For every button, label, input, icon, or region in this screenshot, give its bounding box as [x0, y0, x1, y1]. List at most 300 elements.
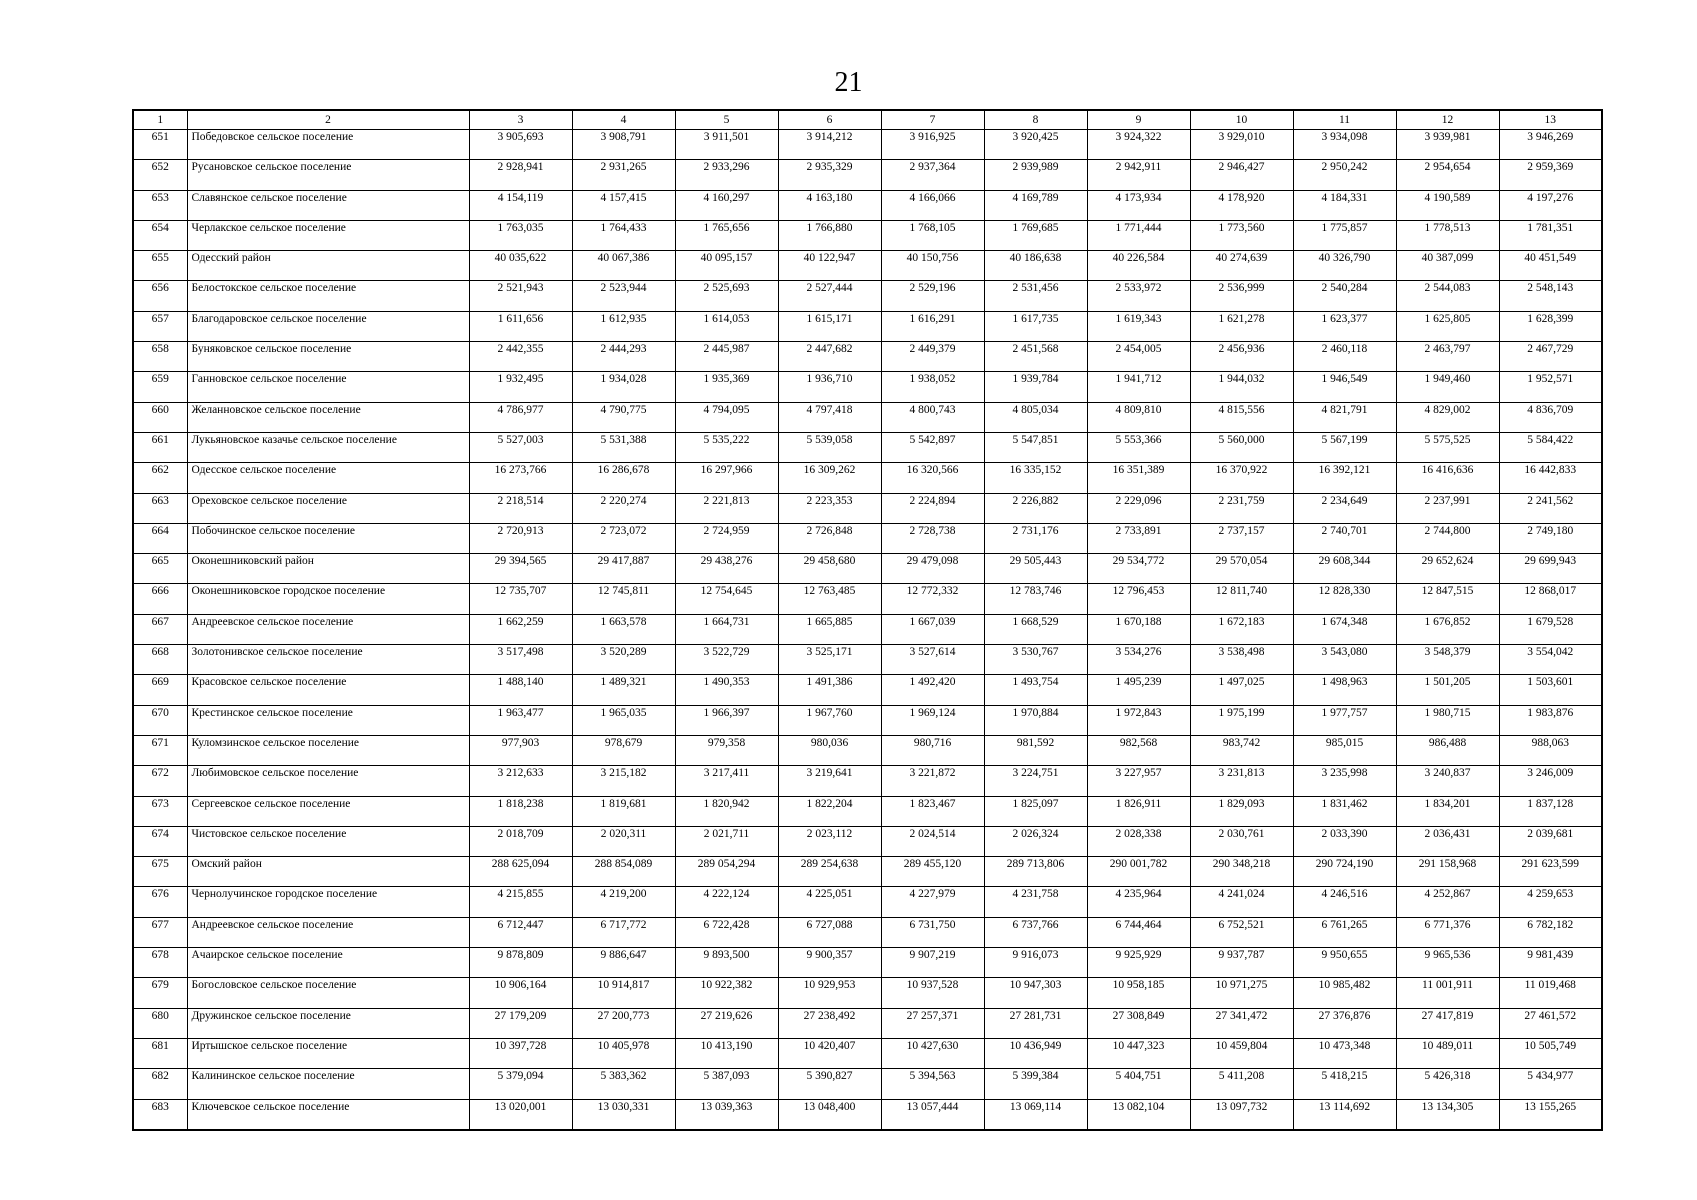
value-cell: 1 946,549 [1293, 372, 1396, 402]
value-cell: 40 387,099 [1396, 251, 1499, 281]
name-cell: Иртышское сельское поселение [187, 1038, 469, 1068]
table-body [133, 130, 1602, 1130]
value-cell: 1 667,039 [881, 614, 984, 644]
value-cell: 13 069,114 [984, 1099, 1087, 1130]
value-cell: 5 387,093 [675, 1069, 778, 1099]
value-cell: 5 418,215 [1293, 1069, 1396, 1099]
value-cell: 29 458,680 [778, 554, 881, 584]
value-cell: 4 184,331 [1293, 190, 1396, 220]
value-cell: 2 463,797 [1396, 342, 1499, 372]
value-cell: 16 320,566 [881, 463, 984, 493]
value-cell: 2 733,891 [1087, 523, 1190, 553]
table-row [133, 130, 1602, 160]
value-cell: 4 241,024 [1190, 887, 1293, 917]
value-cell: 1 493,754 [984, 675, 1087, 705]
value-cell: 1 834,201 [1396, 796, 1499, 826]
value-cell: 3 517,498 [469, 645, 572, 675]
value-cell: 2 442,355 [469, 342, 572, 372]
value-cell: 29 438,276 [675, 554, 778, 584]
value-cell: 9 907,219 [881, 948, 984, 978]
row-number-cell: 681 [133, 1038, 187, 1068]
value-cell: 5 567,199 [1293, 432, 1396, 462]
value-cell: 29 699,943 [1499, 554, 1602, 584]
name-cell: Золотонивское сельское поселение [187, 645, 469, 675]
value-cell: 2 544,083 [1396, 281, 1499, 311]
value-cell: 4 821,791 [1293, 402, 1396, 432]
value-cell: 3 914,212 [778, 130, 881, 160]
row-number-cell: 665 [133, 554, 187, 584]
row-number-cell: 666 [133, 584, 187, 614]
value-cell: 13 155,265 [1499, 1099, 1602, 1130]
value-cell: 10 436,949 [984, 1038, 1087, 1068]
value-cell: 10 459,804 [1190, 1038, 1293, 1068]
value-cell: 1 768,105 [881, 220, 984, 250]
table-row [133, 857, 1602, 887]
value-cell: 40 451,549 [1499, 251, 1602, 281]
value-cell: 1 664,731 [675, 614, 778, 644]
value-cell: 40 095,157 [675, 251, 778, 281]
value-cell: 2 525,693 [675, 281, 778, 311]
value-cell: 1 763,035 [469, 220, 572, 250]
name-cell: Куломзинское сельское поселение [187, 735, 469, 765]
value-cell: 4 173,934 [1087, 190, 1190, 220]
value-cell: 1 939,784 [984, 372, 1087, 402]
value-cell: 1 983,876 [1499, 705, 1602, 735]
value-cell: 27 238,492 [778, 1008, 881, 1038]
value-cell: 5 584,422 [1499, 432, 1602, 462]
value-cell: 288 854,089 [572, 857, 675, 887]
value-cell: 3 939,981 [1396, 130, 1499, 160]
value-cell: 4 163,180 [778, 190, 881, 220]
value-cell: 1 628,399 [1499, 311, 1602, 341]
value-cell: 3 215,182 [572, 766, 675, 796]
table-row [133, 523, 1602, 553]
value-cell: 1 818,238 [469, 796, 572, 826]
value-cell: 4 222,124 [675, 887, 778, 917]
value-cell: 27 200,773 [572, 1008, 675, 1038]
value-cell: 4 790,775 [572, 402, 675, 432]
value-cell: 16 416,636 [1396, 463, 1499, 493]
value-cell: 2 720,913 [469, 523, 572, 553]
value-cell: 1 778,513 [1396, 220, 1499, 250]
value-cell: 2 028,338 [1087, 826, 1190, 856]
value-cell: 1 980,715 [1396, 705, 1499, 735]
value-cell: 1 617,735 [984, 311, 1087, 341]
value-cell: 27 461,572 [1499, 1008, 1602, 1038]
value-cell: 10 405,978 [572, 1038, 675, 1068]
name-cell: Чернолучинское городское поселение [187, 887, 469, 917]
table-row [133, 614, 1602, 644]
value-cell: 13 057,444 [881, 1099, 984, 1130]
table-row [133, 766, 1602, 796]
name-cell: Ачаирское сельское поселение [187, 948, 469, 978]
value-cell: 2 937,364 [881, 160, 984, 190]
value-cell: 10 505,749 [1499, 1038, 1602, 1068]
value-cell: 1 949,460 [1396, 372, 1499, 402]
value-cell: 5 434,977 [1499, 1069, 1602, 1099]
value-cell: 3 246,009 [1499, 766, 1602, 796]
table-row [133, 584, 1602, 614]
row-number-cell: 656 [133, 281, 187, 311]
name-cell: Ганновское сельское поселение [187, 372, 469, 402]
value-cell: 1 670,188 [1087, 614, 1190, 644]
value-cell: 1 944,032 [1190, 372, 1293, 402]
value-cell: 2 529,196 [881, 281, 984, 311]
table-row [133, 796, 1602, 826]
value-cell: 2 241,562 [1499, 493, 1602, 523]
value-cell: 4 797,418 [778, 402, 881, 432]
value-cell: 3 929,010 [1190, 130, 1293, 160]
value-cell: 1 771,444 [1087, 220, 1190, 250]
value-cell: 13 030,331 [572, 1099, 675, 1130]
value-cell: 1 781,351 [1499, 220, 1602, 250]
value-cell: 1 952,571 [1499, 372, 1602, 402]
value-cell: 27 281,731 [984, 1008, 1087, 1038]
value-cell: 1 665,885 [778, 614, 881, 644]
value-cell: 1 963,477 [469, 705, 572, 735]
row-number-cell: 674 [133, 826, 187, 856]
value-cell: 2 467,729 [1499, 342, 1602, 372]
value-cell: 4 169,789 [984, 190, 1087, 220]
value-cell: 4 160,297 [675, 190, 778, 220]
value-cell: 4 829,002 [1396, 402, 1499, 432]
column-header: 7 [881, 110, 984, 130]
row-number-cell: 655 [133, 251, 187, 281]
value-cell: 2 939,989 [984, 160, 1087, 190]
value-cell: 2 521,943 [469, 281, 572, 311]
name-cell: Ключевское сельское поселение [187, 1099, 469, 1130]
value-cell: 1 775,857 [1293, 220, 1396, 250]
value-cell: 2 531,456 [984, 281, 1087, 311]
row-number-cell: 660 [133, 402, 187, 432]
table-row [133, 675, 1602, 705]
value-cell: 10 929,953 [778, 978, 881, 1008]
value-cell: 1 819,681 [572, 796, 675, 826]
value-cell: 3 543,080 [1293, 645, 1396, 675]
value-cell: 5 539,058 [778, 432, 881, 462]
value-cell: 10 922,382 [675, 978, 778, 1008]
value-cell: 40 122,947 [778, 251, 881, 281]
table-row [133, 463, 1602, 493]
value-cell: 3 525,171 [778, 645, 881, 675]
value-cell: 5 411,208 [1190, 1069, 1293, 1099]
row-number-cell: 676 [133, 887, 187, 917]
value-cell: 12 828,330 [1293, 584, 1396, 614]
row-number-cell: 670 [133, 705, 187, 735]
value-cell: 10 914,817 [572, 978, 675, 1008]
value-cell: 3 538,498 [1190, 645, 1293, 675]
value-cell: 2 749,180 [1499, 523, 1602, 553]
value-cell: 289 713,806 [984, 857, 1087, 887]
value-cell: 1 966,397 [675, 705, 778, 735]
value-cell: 40 035,622 [469, 251, 572, 281]
value-cell: 1 619,343 [1087, 311, 1190, 341]
row-number-cell: 654 [133, 220, 187, 250]
value-cell: 290 348,218 [1190, 857, 1293, 887]
value-cell: 1 829,093 [1190, 796, 1293, 826]
value-cell: 2 724,959 [675, 523, 778, 553]
value-cell: 10 447,323 [1087, 1038, 1190, 1068]
value-cell: 1 932,495 [469, 372, 572, 402]
value-cell: 4 197,276 [1499, 190, 1602, 220]
value-cell: 10 971,275 [1190, 978, 1293, 1008]
value-cell: 2 527,444 [778, 281, 881, 311]
value-cell: 13 082,104 [1087, 1099, 1190, 1130]
value-cell: 6 771,376 [1396, 917, 1499, 947]
row-number-cell: 673 [133, 796, 187, 826]
value-cell: 2 728,738 [881, 523, 984, 553]
value-cell: 10 473,348 [1293, 1038, 1396, 1068]
column-header: 8 [984, 110, 1087, 130]
value-cell: 290 001,782 [1087, 857, 1190, 887]
value-cell: 2 234,649 [1293, 493, 1396, 523]
name-cell: Андреевское сельское поселение [187, 917, 469, 947]
value-cell: 16 286,678 [572, 463, 675, 493]
value-cell: 4 246,516 [1293, 887, 1396, 917]
value-cell: 13 048,400 [778, 1099, 881, 1130]
value-cell: 2 454,005 [1087, 342, 1190, 372]
name-cell: Оконешниковское городское поселение [187, 584, 469, 614]
table-row [133, 917, 1602, 947]
value-cell: 13 039,363 [675, 1099, 778, 1130]
table-row [133, 735, 1602, 765]
value-cell: 16 273,766 [469, 463, 572, 493]
value-cell: 982,568 [1087, 735, 1190, 765]
row-number-cell: 653 [133, 190, 187, 220]
value-cell: 2 740,701 [1293, 523, 1396, 553]
row-number-cell: 669 [133, 675, 187, 705]
value-cell: 2 020,311 [572, 826, 675, 856]
value-cell: 2 540,284 [1293, 281, 1396, 311]
value-cell: 2 954,654 [1396, 160, 1499, 190]
value-cell: 16 335,152 [984, 463, 1087, 493]
value-cell: 12 763,485 [778, 584, 881, 614]
value-cell: 1 822,204 [778, 796, 881, 826]
value-cell: 2 950,242 [1293, 160, 1396, 190]
value-cell: 3 520,289 [572, 645, 675, 675]
value-cell: 2 036,431 [1396, 826, 1499, 856]
value-cell: 1 615,171 [778, 311, 881, 341]
value-cell: 13 134,305 [1396, 1099, 1499, 1130]
value-cell: 1 503,601 [1499, 675, 1602, 705]
value-cell: 3 221,872 [881, 766, 984, 796]
value-cell: 977,903 [469, 735, 572, 765]
value-cell: 1 614,053 [675, 311, 778, 341]
value-cell: 1 489,321 [572, 675, 675, 705]
column-header: 3 [469, 110, 572, 130]
value-cell: 6 744,464 [1087, 917, 1190, 947]
value-cell: 4 809,810 [1087, 402, 1190, 432]
value-cell: 3 548,379 [1396, 645, 1499, 675]
value-cell: 10 489,011 [1396, 1038, 1499, 1068]
value-cell: 2 928,941 [469, 160, 572, 190]
value-cell: 5 379,094 [469, 1069, 572, 1099]
value-cell: 2 024,514 [881, 826, 984, 856]
value-cell: 5 527,003 [469, 432, 572, 462]
row-number-cell: 662 [133, 463, 187, 493]
value-cell: 12 735,707 [469, 584, 572, 614]
value-cell: 9 950,655 [1293, 948, 1396, 978]
value-cell: 4 190,589 [1396, 190, 1499, 220]
value-cell: 9 893,500 [675, 948, 778, 978]
value-cell: 10 985,482 [1293, 978, 1396, 1008]
name-cell: Чистовское сельское поселение [187, 826, 469, 856]
value-cell: 5 394,563 [881, 1069, 984, 1099]
value-cell: 986,488 [1396, 735, 1499, 765]
value-cell: 3 530,767 [984, 645, 1087, 675]
value-cell: 40 150,756 [881, 251, 984, 281]
value-cell: 6 731,750 [881, 917, 984, 947]
value-cell: 27 376,876 [1293, 1008, 1396, 1038]
value-cell: 1 837,128 [1499, 796, 1602, 826]
value-cell: 4 231,758 [984, 887, 1087, 917]
table-row [133, 372, 1602, 402]
value-cell: 1 625,805 [1396, 311, 1499, 341]
table-row [133, 160, 1602, 190]
name-cell: Омский район [187, 857, 469, 887]
value-cell: 1 623,377 [1293, 311, 1396, 341]
value-cell: 1 490,353 [675, 675, 778, 705]
value-cell: 2 959,369 [1499, 160, 1602, 190]
value-cell: 1 825,097 [984, 796, 1087, 826]
value-cell: 1 935,369 [675, 372, 778, 402]
value-cell: 27 417,819 [1396, 1008, 1499, 1038]
value-cell: 1 676,852 [1396, 614, 1499, 644]
value-cell: 29 417,887 [572, 554, 675, 584]
value-cell: 1 975,199 [1190, 705, 1293, 735]
column-header: 13 [1499, 110, 1602, 130]
value-cell: 29 608,344 [1293, 554, 1396, 584]
value-cell: 29 652,624 [1396, 554, 1499, 584]
value-cell: 1 764,433 [572, 220, 675, 250]
row-number-cell: 678 [133, 948, 187, 978]
value-cell: 12 745,811 [572, 584, 675, 614]
value-cell: 5 547,851 [984, 432, 1087, 462]
value-cell: 3 224,751 [984, 766, 1087, 796]
value-cell: 2 220,274 [572, 493, 675, 523]
value-cell: 9 900,357 [778, 948, 881, 978]
table-row [133, 342, 1602, 372]
name-cell: Дружинское сельское поселение [187, 1008, 469, 1038]
value-cell: 2 533,972 [1087, 281, 1190, 311]
row-number-cell: 664 [133, 523, 187, 553]
table-row [133, 1099, 1602, 1130]
table-row [133, 1038, 1602, 1068]
value-cell: 10 420,407 [778, 1038, 881, 1068]
value-cell: 1 826,911 [1087, 796, 1190, 826]
value-cell: 2 444,293 [572, 342, 675, 372]
name-cell: Черлакское сельское поселение [187, 220, 469, 250]
column-header: 11 [1293, 110, 1396, 130]
value-cell: 29 570,054 [1190, 554, 1293, 584]
name-cell: Русановское сельское поселение [187, 160, 469, 190]
table-row [133, 887, 1602, 917]
row-number-cell: 677 [133, 917, 187, 947]
value-cell: 2 447,682 [778, 342, 881, 372]
table-row [133, 251, 1602, 281]
value-cell: 13 097,732 [1190, 1099, 1293, 1130]
name-cell: Победовское сельское поселение [187, 130, 469, 160]
value-cell: 981,592 [984, 735, 1087, 765]
value-cell: 2 451,568 [984, 342, 1087, 372]
value-cell: 4 805,034 [984, 402, 1087, 432]
value-cell: 4 252,867 [1396, 887, 1499, 917]
value-cell: 2 030,761 [1190, 826, 1293, 856]
value-cell: 3 527,614 [881, 645, 984, 675]
value-cell: 1 972,843 [1087, 705, 1190, 735]
value-cell: 2 033,390 [1293, 826, 1396, 856]
value-cell: 3 240,837 [1396, 766, 1499, 796]
value-cell: 12 754,645 [675, 584, 778, 614]
value-cell: 2 237,991 [1396, 493, 1499, 523]
value-cell: 1 616,291 [881, 311, 984, 341]
value-cell: 1 765,656 [675, 220, 778, 250]
value-cell: 3 920,425 [984, 130, 1087, 160]
row-number-cell: 651 [133, 130, 187, 160]
value-cell: 11 001,911 [1396, 978, 1499, 1008]
value-cell: 1 965,035 [572, 705, 675, 735]
value-cell: 10 413,190 [675, 1038, 778, 1068]
value-cell: 16 309,262 [778, 463, 881, 493]
row-number-cell: 661 [133, 432, 187, 462]
value-cell: 5 560,000 [1190, 432, 1293, 462]
name-cell: Любимовское сельское поселение [187, 766, 469, 796]
table-row [133, 826, 1602, 856]
value-cell: 3 934,098 [1293, 130, 1396, 160]
value-cell: 4 235,964 [1087, 887, 1190, 917]
value-cell: 1 831,462 [1293, 796, 1396, 826]
table-row [133, 281, 1602, 311]
value-cell: 9 937,787 [1190, 948, 1293, 978]
name-cell: Буняковское сельское поселение [187, 342, 469, 372]
value-cell: 5 399,384 [984, 1069, 1087, 1099]
value-cell: 2 021,711 [675, 826, 778, 856]
value-cell: 979,358 [675, 735, 778, 765]
value-cell: 2 018,709 [469, 826, 572, 856]
value-cell: 1 612,935 [572, 311, 675, 341]
row-number-cell: 683 [133, 1099, 187, 1130]
value-cell: 3 554,042 [1499, 645, 1602, 675]
row-number-cell: 668 [133, 645, 187, 675]
value-cell: 2 229,096 [1087, 493, 1190, 523]
name-cell: Крестинское сельское поселение [187, 705, 469, 735]
value-cell: 40 186,638 [984, 251, 1087, 281]
column-header: 10 [1190, 110, 1293, 130]
value-cell: 10 937,528 [881, 978, 984, 1008]
name-cell: Одесское сельское поселение [187, 463, 469, 493]
column-header: 6 [778, 110, 881, 130]
value-cell: 2 737,157 [1190, 523, 1293, 553]
value-cell: 2 449,379 [881, 342, 984, 372]
value-cell: 3 908,791 [572, 130, 675, 160]
table-row [133, 432, 1602, 462]
value-cell: 4 215,855 [469, 887, 572, 917]
value-cell: 12 847,515 [1396, 584, 1499, 614]
name-cell: Лукьяновское казачье сельское поселение [187, 432, 469, 462]
value-cell: 2 445,987 [675, 342, 778, 372]
value-cell: 6 737,766 [984, 917, 1087, 947]
value-cell: 12 811,740 [1190, 584, 1293, 614]
row-number-cell: 679 [133, 978, 187, 1008]
value-cell: 27 257,371 [881, 1008, 984, 1038]
table-header [133, 110, 1602, 130]
value-cell: 6 782,182 [1499, 917, 1602, 947]
name-cell: Калининское сельское поселение [187, 1069, 469, 1099]
name-cell: Андреевское сельское поселение [187, 614, 469, 644]
value-cell: 1 674,348 [1293, 614, 1396, 644]
column-header: 2 [187, 110, 469, 130]
value-cell: 5 553,366 [1087, 432, 1190, 462]
